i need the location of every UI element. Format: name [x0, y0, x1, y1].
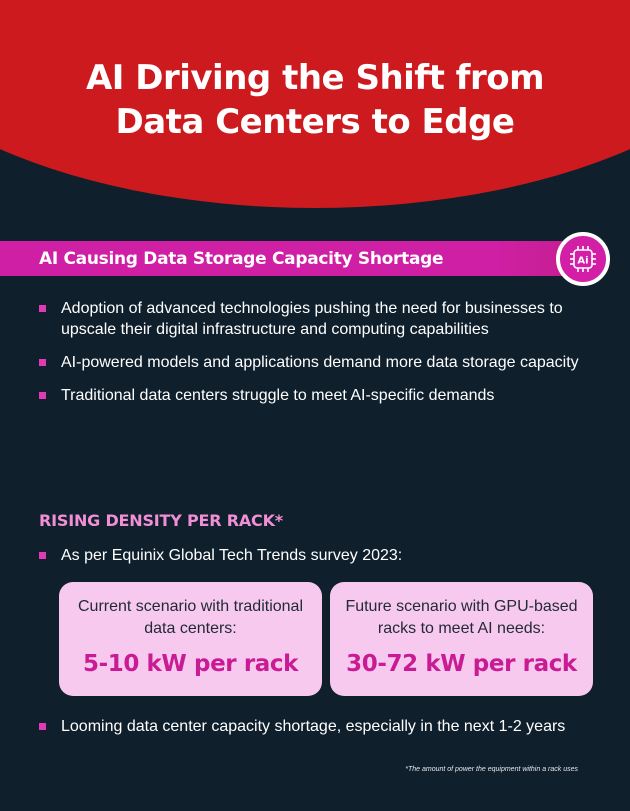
- list-item: [39, 385, 609, 406]
- card-value: 5-10 kW per rack: [82, 651, 299, 677]
- footnote: *The amount of power the equipment within a rack uses: [405, 766, 578, 773]
- card-label: Future scenario with GPU-based racks to meet AI needs:: [345, 598, 578, 637]
- bullet-square-icon: [39, 723, 46, 730]
- capacity-bullet-list: [39, 298, 609, 418]
- card-value: 30-72 kW per rack: [346, 651, 577, 677]
- bullet-text: Looming data center capacity shortage, especially in the next 1-2 years: [61, 718, 566, 735]
- bullet-square-icon: [39, 359, 46, 366]
- bullet-square-icon: [39, 552, 46, 559]
- bullet-text: AI-powered models and applications demand more data storage capacity: [61, 354, 579, 371]
- list-item: [39, 545, 609, 566]
- list-item: [39, 352, 609, 373]
- title-line-2: Data Centers to Edge: [115, 102, 515, 142]
- survey-bullet-list: [39, 545, 609, 578]
- density-heading: RISING DENSITY PER RACK*: [39, 511, 283, 530]
- bullet-text: Traditional data centers struggle to meet AI-specific demands: [61, 387, 495, 404]
- list-item: [39, 298, 609, 340]
- bullet-square-icon: [39, 392, 46, 399]
- shortage-bullet-list: [39, 716, 609, 749]
- page-title: [0, 56, 630, 144]
- bullet-text: Adoption of advanced technologies pushing the need for businesses to upscale their digital infrastructure and computing capabilities: [61, 300, 563, 338]
- future-scenario-card: [330, 582, 593, 696]
- bullet-square-icon: [39, 305, 46, 312]
- ai-chip-icon: [556, 232, 610, 286]
- title-line-1: AI Driving the Shift from: [85, 58, 545, 98]
- current-scenario-card: [59, 582, 322, 696]
- svg-text:Ai: Ai: [577, 255, 589, 267]
- card-label: Current scenario with traditional data centers:: [78, 598, 303, 637]
- section-title: AI Causing Data Storage Capacity Shortage: [39, 249, 444, 269]
- bullet-text: As per Equinix Global Tech Trends survey 2023:: [61, 547, 403, 564]
- list-item: [39, 716, 609, 737]
